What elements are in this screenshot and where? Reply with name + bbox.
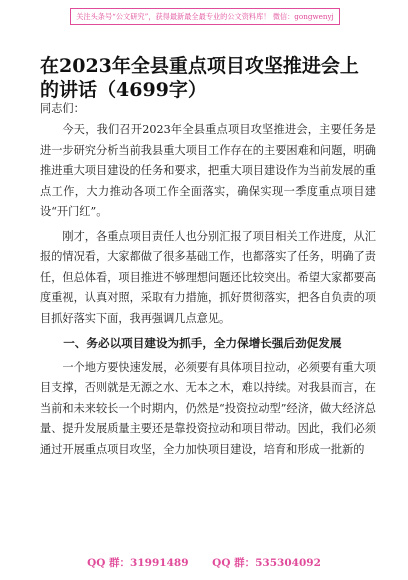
paragraph: 刚才，各重点项目责任人也分别汇报了项目相关工作进度，从汇报的情况看，大家都做了很多基础工作，也都落实了任务，明确了责任，但总体看，项目推进不够理想问题还比较突出。希望大家都要高度重视，认真对照，采取有力措施，抓好贯彻落实，把各自负责的项目抓好落实下面，我再强调几点意见。	[40, 229, 376, 325]
document-body	[40, 120, 376, 464]
footer-contact	[0, 555, 408, 570]
paragraph: 一个地方要快速发展，必须要有具体项目拉动，必须要有重大项目支撑，否则就是无源之水、无本之木，难以持续。对我县而言，在当前和未来较长一个时期内，仍然是“投资拉动型”经济，做大经济总量、提升发展质量主要还是靠投资拉动和项目带动。因此，我们必须通过开展重点项目攻坚，全力加快项目建设，培育和形成一批新的	[40, 360, 376, 456]
qq-group-2: QQ 群：535304092	[212, 557, 321, 569]
greeting: 同志们：	[40, 102, 85, 115]
paragraph: 今天，我们召开2023年全县重点项目攻坚推进会，主要任务是进一步研究分析当前我县重大项目工作存在的主要困难和问题，明确推进重大项目建设的任务和要求，把重大项目建设作为当前发展的重点工作，大力推动各项工作全面落实，确保实现一季度重点项目建设“开门红”。	[40, 123, 376, 218]
section-heading: 一、务必以项目建设为抓手，全力保增长强后劲促发展	[63, 336, 342, 350]
qq-group-1: QQ 群：31991489	[87, 557, 189, 569]
top-banner: 关注头条号“公文研究”，获得最新最全最专业的公文资料库！ 微信：gongwenyj	[70, 8, 340, 25]
page-title: 在2023年全县重点项目攻坚推进会上的讲话（4699字）	[40, 55, 359, 101]
